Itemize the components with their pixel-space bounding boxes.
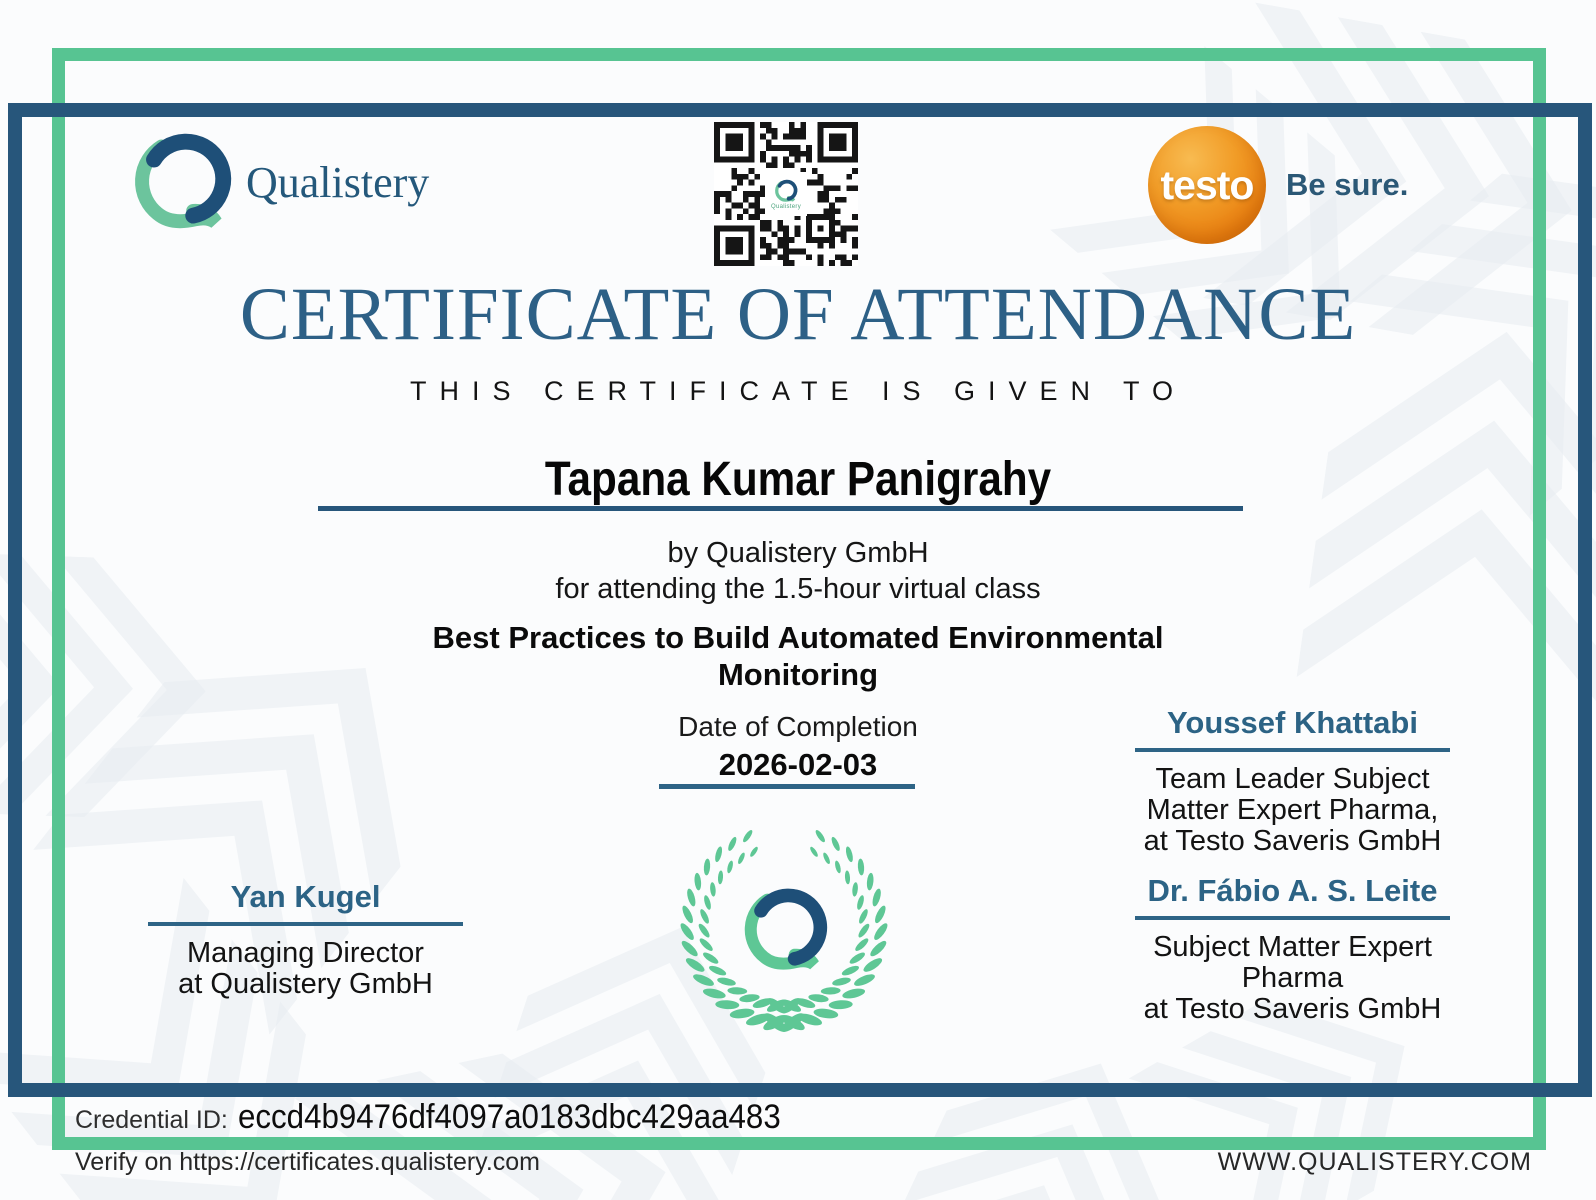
signature-right-bottom xyxy=(1135,874,1450,1025)
signatory-role-line: Pharma xyxy=(1241,962,1344,994)
date-of-completion-value: 2026-02-03 xyxy=(718,747,878,782)
issued-by-line: by Qualistery GmbH xyxy=(667,537,929,569)
testo-tagline: Be sure. xyxy=(1286,167,1409,202)
signatory-role-line: at Testo Saveris GmbH xyxy=(1143,993,1442,1025)
signatory-role-line: Matter Expert Pharma, xyxy=(1146,794,1439,826)
credential-row xyxy=(75,1098,828,1137)
qualistery-q-icon xyxy=(737,882,833,978)
qr-code xyxy=(714,122,858,266)
signatory-role-line: Team Leader Subject xyxy=(1155,763,1430,795)
signatory-name: Yan Kugel xyxy=(230,879,381,914)
qr-brand-text: Qualistery xyxy=(770,203,801,210)
testo-wordmark: testo xyxy=(1160,161,1254,208)
signatory-role-line: at Testo Saveris GmbH xyxy=(1143,825,1442,857)
signature-underline xyxy=(1135,748,1450,752)
attendance-line: for attending the 1.5-hour virtual class xyxy=(555,573,1041,605)
qr-center-logo xyxy=(765,172,807,216)
qualistery-logo xyxy=(126,126,429,238)
website-url[interactable]: WWW.QUALISTERY.COM xyxy=(1217,1148,1532,1176)
wreath-q-logo xyxy=(737,882,833,978)
qualistery-wordmark: Qualistery xyxy=(246,157,430,207)
signature-right-top xyxy=(1135,706,1450,857)
signature-underline xyxy=(148,922,463,926)
qualistery-q-icon xyxy=(773,178,799,204)
laurel-wreath-seal xyxy=(662,808,907,1048)
signatory-role-line: at Qualistery GmbH xyxy=(178,968,433,1000)
recipient-name: Tapana Kumar Panigrahy xyxy=(544,453,1052,506)
verify-url[interactable]: Verify on https://certificates.qualistery.com xyxy=(75,1148,541,1176)
recipient-underline xyxy=(318,506,1243,511)
date-of-completion-label: Date of Completion xyxy=(678,711,918,742)
certificate-title: CERTIFICATE OF ATTENDANCE xyxy=(239,273,1357,356)
course-title: Best Practices to Build Automated Environmental Monitoring xyxy=(432,620,1164,692)
signature-left xyxy=(148,880,463,1000)
testo-orange-sphere-icon xyxy=(1148,126,1266,244)
signatory-role-line: Subject Matter Expert xyxy=(1153,931,1432,963)
signatory-role-line: Managing Director xyxy=(187,937,424,969)
qualistery-q-icon xyxy=(126,126,238,238)
signatory-name: Dr. Fábio A. S. Leite xyxy=(1147,873,1438,908)
certificate-subtitle: THIS CERTIFICATE IS GIVEN TO xyxy=(409,376,1187,406)
testo-logo xyxy=(1148,126,1408,244)
credential-id-label: Credential ID: xyxy=(75,1106,228,1134)
date-underline xyxy=(659,784,915,789)
signature-underline xyxy=(1135,916,1450,920)
signatory-name: Youssef Khattabi xyxy=(1167,705,1418,740)
credential-id-value: eccd4b9476df4097a0183dbc429aa483 xyxy=(237,1098,781,1136)
